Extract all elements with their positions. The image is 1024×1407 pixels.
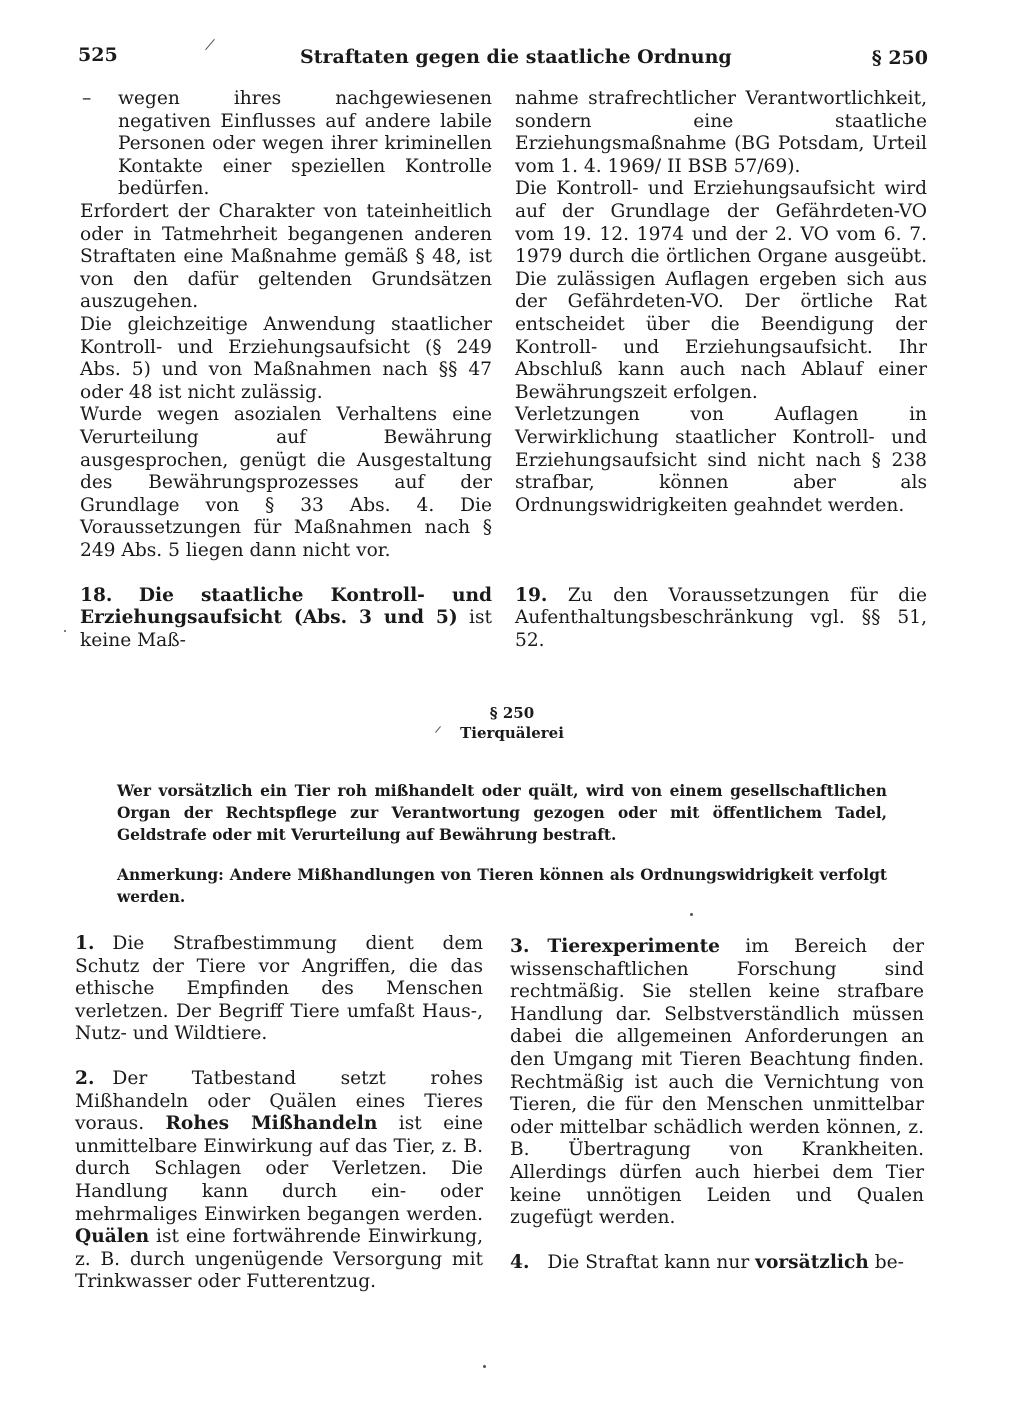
paragraph: Die gleichzeitige Anwendung staatlicher Kontroll- und Erziehungsaufsicht (§ 249 Abs. 5) und von Maßnahmen nach §§ 47 oder 48 ist nicht zulässig. <box>80 313 492 403</box>
dash-marker: – <box>82 88 92 109</box>
paragraph: Die Kontroll- und Erziehungsaufsicht wird auf der Grundlage der Gefährdeten-VO vom 19. 12. 1974 und der 2. VO vom 6. 7. 1979 durch die örtlichen Organe ausgeübt. Die zulässigen Auflagen ergeben sich aus der Gefährdeten-VO. Der örtliche Rat entscheidet über die Beendigung der Kontroll- und Erziehungsaufsicht. Ihr Abschluß kann auch nach Ablauf einer Bewährungszeit erfolgen. <box>515 178 927 403</box>
note-2 <box>75 1068 483 1294</box>
note-text: ist eine fortwährende Einwirkung, z. B. durch ungenügende Versorgung mit Trinkwasser oder Futterentzug. <box>75 1226 483 1293</box>
dash-list-item <box>80 88 492 201</box>
note-text: Die Straftat kann nur <box>547 1251 756 1273</box>
scan-speck <box>483 1365 486 1368</box>
paragraph: Wurde wegen asozialen Verhaltens eine Verurteilung auf Bewährung ausgesprochen, genügt die Ausgestaltung des Bewährungsprozesses auf der Grundlage von § 33 Abs. 4. Die Voraussetzungen für Maßnahmen nach § 249 Abs. 5 liegen dann nicht vor. <box>80 404 492 561</box>
scan-speck <box>690 913 693 916</box>
term-rohes-misshandeln: Rohes Mißhandeln <box>165 1113 378 1135</box>
page-number: 525 <box>78 44 118 66</box>
note-text: Die Strafbestimmung dient dem Schutz der Tiere vor Angriffen, die das ethische Empfinden des Menschen verletzen. Der Begriff Tiere umfaßt Haus-, Nutz- und Wildtiere. <box>75 933 483 1045</box>
note-text: ist eine unmittelbare Einwirkung auf das Tier, z. B. durch Schlagen oder Verletzen. Die Handlung kann durch ein- oder mehrmaliges Einwirken begangen werden. <box>75 1113 484 1225</box>
note-text: ist keine Maß- <box>80 607 493 651</box>
dash-item-text: wegen ihres nachgewiesenen negativen Einflusses auf andere labile Personen oder wegen ihrer kriminellen Kontakte einer speziellen Kontrolle bedürfen. <box>118 88 492 200</box>
note-number: 18. <box>80 584 113 606</box>
section-title: Tierquälerei <box>460 724 564 742</box>
note-number: 1. <box>75 933 95 954</box>
term-tierexperimente: Tierexperimente <box>547 936 720 957</box>
header-section: § 250 <box>871 47 928 69</box>
scan-speck <box>64 630 66 632</box>
section-number: § 250 <box>489 704 535 722</box>
top-left-column <box>80 88 492 562</box>
bottom-left-column <box>75 933 483 1294</box>
note-1 <box>75 933 483 1046</box>
statute-annotation: Anmerkung: Andere Mißhandlungen von Tieren können als Ordnungswidrigkeit verfolgt werden. <box>117 866 887 907</box>
note-text: Zu den Voraussetzungen für die Aufenthaltungsbeschränkung vgl. §§ 51, 52. <box>515 584 927 651</box>
term-vorsaetzlich: vorsätzlich <box>755 1251 869 1273</box>
note-number: 19. <box>515 584 548 606</box>
note-3 <box>510 936 924 1230</box>
annotation-note-19 <box>515 585 927 653</box>
note-text: im Bereich der wissenschaftlichen Forschung sind rechtmäßig. Sie stellen keine strafbare Handlung dar. Selbstverständlich müssen dabei die allgemeinen Anforderungen an den Umgang mit Tieren Beachtung finden. Rechtmäßig ist auch die Vernichtung von Tieren, die für den Menschen unmittelbar oder mittelbar schädlich werden können, z. B. Übertragung von Krankheiten. Allerdings dürfen auch hierbei dem Tier keine unnötigen Leiden und Qualen zugefügt werden. <box>510 936 924 1229</box>
note-bold-text: Die staatliche Kontroll- und Erziehungsaufsicht (Abs. 3 und 5) <box>80 584 492 629</box>
note-4 <box>510 1252 924 1275</box>
statute-text: Wer vorsätzlich ein Tier roh mißhandelt oder quält, wird von einem gesellschaftlichen Organ der Rechtspflege zur Verantwortung gezogen oder mit öffentlichem Tadel, Geldstrafe oder mit Verurteilung auf Bewährung bestraft. <box>117 782 887 845</box>
annotation-note-18 <box>80 585 492 653</box>
header-title: Straftaten gegen die staatliche Ordnung <box>300 46 732 68</box>
note-text: Der Tatbestand setzt rohes Mißhandeln oder Quälen eines Tieres voraus. <box>75 1067 483 1135</box>
note-number: 3. <box>510 936 530 957</box>
paragraph: nahme strafrechtlicher Verantwortlichkeit, sondern eine staatliche Erziehungsmaßnahme (BG Potsdam, Urteil vom 1. 4. 1969/ II BSB 57/69). <box>515 88 927 177</box>
paragraph: Verletzungen von Auflagen in Verwirklichung staatlicher Kontroll- und Erziehungsaufsicht sind nicht nach § 238 strafbar, können aber als Ordnungswidrigkeiten geahndet werden. <box>515 404 927 516</box>
note-text: be- <box>868 1251 904 1273</box>
term-quaelen: Quälen <box>75 1226 150 1248</box>
note-number: 2. <box>75 1067 95 1089</box>
note-number: 4. <box>510 1251 530 1273</box>
paragraph: Erfordert der Charakter von tateinheitlich oder in Tatmehrheit begangenen anderen Straftaten eine Maßnahme gemäß § 48, ist von den dafür geltenden Grundsätzen auszugehen. <box>80 200 492 313</box>
top-right-column <box>515 88 927 517</box>
bottom-right-column <box>510 936 924 1274</box>
